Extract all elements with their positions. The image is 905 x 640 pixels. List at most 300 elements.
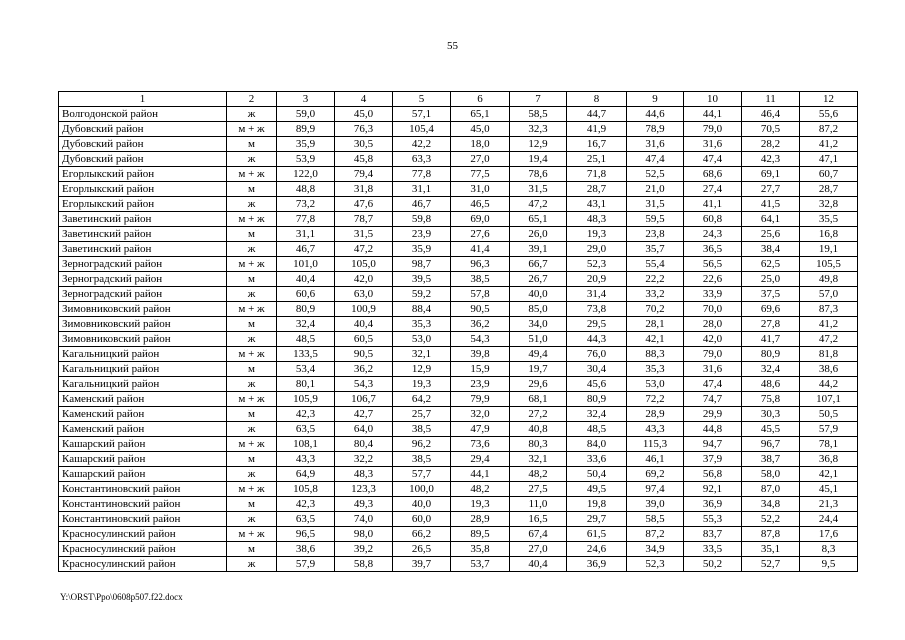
- district-name-cell: Кашарский район: [59, 452, 227, 467]
- value-cell: 43,1: [567, 197, 627, 212]
- district-name-cell: Красносулинский район: [59, 557, 227, 572]
- value-cell: 57,9: [800, 422, 858, 437]
- value-cell: 40,4: [277, 272, 335, 287]
- sex-cell: ж: [227, 467, 277, 482]
- value-cell: 73,8: [567, 302, 627, 317]
- value-cell: 66,7: [510, 257, 567, 272]
- value-cell: 76,0: [567, 347, 627, 362]
- value-cell: 106,7: [335, 392, 393, 407]
- value-cell: 78,9: [627, 122, 684, 137]
- sex-cell: ж: [227, 197, 277, 212]
- value-cell: 35,9: [277, 137, 335, 152]
- value-cell: 28,7: [567, 182, 627, 197]
- value-cell: 96,5: [277, 527, 335, 542]
- value-cell: 42,0: [335, 272, 393, 287]
- column-header: 5: [393, 92, 451, 107]
- table-row: [59, 512, 858, 527]
- value-cell: 55,6: [800, 107, 858, 122]
- value-cell: 50,2: [684, 557, 742, 572]
- value-cell: 100,9: [335, 302, 393, 317]
- sex-cell: м: [227, 407, 277, 422]
- value-cell: 68,1: [510, 392, 567, 407]
- value-cell: 98,0: [335, 527, 393, 542]
- value-cell: 87,2: [800, 122, 858, 137]
- value-cell: 89,9: [277, 122, 335, 137]
- value-cell: 39,5: [393, 272, 451, 287]
- value-cell: 80,4: [335, 437, 393, 452]
- value-cell: 24,6: [567, 542, 627, 557]
- value-cell: 31,1: [277, 227, 335, 242]
- value-cell: 36,5: [684, 242, 742, 257]
- value-cell: 38,4: [742, 242, 800, 257]
- value-cell: 73,2: [277, 197, 335, 212]
- value-cell: 48,2: [510, 467, 567, 482]
- value-cell: 36,2: [335, 362, 393, 377]
- value-cell: 28,7: [800, 182, 858, 197]
- value-cell: 80,9: [277, 302, 335, 317]
- value-cell: 27,0: [510, 542, 567, 557]
- value-cell: 70,5: [742, 122, 800, 137]
- value-cell: 58,0: [742, 467, 800, 482]
- table-row: [59, 152, 858, 167]
- value-cell: 26,0: [510, 227, 567, 242]
- value-cell: 100,0: [393, 482, 451, 497]
- value-cell: 57,8: [451, 287, 510, 302]
- value-cell: 85,0: [510, 302, 567, 317]
- district-name-cell: Зимовниковский район: [59, 302, 227, 317]
- value-cell: 101,0: [277, 257, 335, 272]
- value-cell: 80,3: [510, 437, 567, 452]
- value-cell: 29,6: [510, 377, 567, 392]
- table-row: [59, 197, 858, 212]
- value-cell: 40,4: [510, 557, 567, 572]
- value-cell: 33,5: [684, 542, 742, 557]
- value-cell: 105,4: [393, 122, 451, 137]
- table-row: [59, 287, 858, 302]
- sex-cell: м: [227, 317, 277, 332]
- value-cell: 46,1: [627, 452, 684, 467]
- value-cell: 60,6: [277, 287, 335, 302]
- sex-cell: м: [227, 452, 277, 467]
- table-row: [59, 212, 858, 227]
- table-row: [59, 257, 858, 272]
- value-cell: 19,3: [567, 227, 627, 242]
- value-cell: 45,5: [742, 422, 800, 437]
- value-cell: 88,3: [627, 347, 684, 362]
- value-cell: 27,2: [510, 407, 567, 422]
- table-row: [59, 302, 858, 317]
- value-cell: 79,9: [451, 392, 510, 407]
- value-cell: 133,5: [277, 347, 335, 362]
- district-name-cell: Кашарский район: [59, 467, 227, 482]
- value-cell: 35,9: [393, 242, 451, 257]
- value-cell: 43,3: [277, 452, 335, 467]
- table-row: [59, 542, 858, 557]
- sex-cell: м + ж: [227, 122, 277, 137]
- value-cell: 32,1: [393, 347, 451, 362]
- value-cell: 88,4: [393, 302, 451, 317]
- value-cell: 39,8: [451, 347, 510, 362]
- value-cell: 76,3: [335, 122, 393, 137]
- value-cell: 48,5: [277, 332, 335, 347]
- district-name-cell: Егорлыкский район: [59, 167, 227, 182]
- district-name-cell: Константиновский район: [59, 482, 227, 497]
- value-cell: 27,6: [451, 227, 510, 242]
- value-cell: 80,9: [567, 392, 627, 407]
- value-cell: 90,5: [335, 347, 393, 362]
- value-cell: 32,8: [800, 197, 858, 212]
- value-cell: 62,5: [742, 257, 800, 272]
- table-row: [59, 182, 858, 197]
- value-cell: 52,2: [742, 512, 800, 527]
- value-cell: 52,3: [567, 257, 627, 272]
- value-cell: 105,8: [277, 482, 335, 497]
- value-cell: 65,1: [510, 212, 567, 227]
- value-cell: 105,0: [335, 257, 393, 272]
- value-cell: 56,8: [684, 467, 742, 482]
- value-cell: 48,6: [742, 377, 800, 392]
- district-name-cell: Кагальницкий район: [59, 347, 227, 362]
- district-name-cell: Зерноградский район: [59, 272, 227, 287]
- value-cell: 19,3: [393, 377, 451, 392]
- value-cell: 68,6: [684, 167, 742, 182]
- value-cell: 50,4: [567, 467, 627, 482]
- value-cell: 31,1: [393, 182, 451, 197]
- value-cell: 44,2: [800, 377, 858, 392]
- value-cell: 105,9: [277, 392, 335, 407]
- value-cell: 33,9: [684, 287, 742, 302]
- value-cell: 42,1: [800, 467, 858, 482]
- value-cell: 33,2: [627, 287, 684, 302]
- value-cell: 87,3: [800, 302, 858, 317]
- value-cell: 35,3: [627, 362, 684, 377]
- value-cell: 32,0: [451, 407, 510, 422]
- column-header: 12: [800, 92, 858, 107]
- sex-cell: м + ж: [227, 212, 277, 227]
- value-cell: 53,4: [277, 362, 335, 377]
- sex-cell: м + ж: [227, 167, 277, 182]
- value-cell: 41,2: [800, 137, 858, 152]
- value-cell: 27,5: [510, 482, 567, 497]
- value-cell: 79,4: [335, 167, 393, 182]
- table-row: [59, 467, 858, 482]
- value-cell: 58,5: [510, 107, 567, 122]
- value-cell: 16,8: [800, 227, 858, 242]
- value-cell: 89,5: [451, 527, 510, 542]
- value-cell: 31,5: [335, 227, 393, 242]
- value-cell: 47,9: [451, 422, 510, 437]
- sex-cell: ж: [227, 242, 277, 257]
- table-row: [59, 422, 858, 437]
- value-cell: 42,1: [627, 332, 684, 347]
- table-row: [59, 557, 858, 572]
- value-cell: 44,1: [684, 107, 742, 122]
- value-cell: 28,1: [627, 317, 684, 332]
- value-cell: 37,9: [684, 452, 742, 467]
- value-cell: 53,9: [277, 152, 335, 167]
- value-cell: 29,7: [567, 512, 627, 527]
- value-cell: 78,6: [510, 167, 567, 182]
- value-cell: 41,2: [800, 317, 858, 332]
- value-cell: 73,6: [451, 437, 510, 452]
- value-cell: 38,7: [742, 452, 800, 467]
- value-cell: 44,6: [627, 107, 684, 122]
- value-cell: 51,0: [510, 332, 567, 347]
- value-cell: 59,2: [393, 287, 451, 302]
- value-cell: 39,2: [335, 542, 393, 557]
- value-cell: 47,4: [684, 152, 742, 167]
- value-cell: 96,3: [451, 257, 510, 272]
- value-cell: 35,3: [393, 317, 451, 332]
- file-path: Y:\ORST\Ppo\0608p507.f22.docx: [60, 592, 183, 602]
- value-cell: 36,9: [567, 557, 627, 572]
- district-name-cell: Зимовниковский район: [59, 332, 227, 347]
- value-cell: 64,0: [335, 422, 393, 437]
- value-cell: 77,8: [277, 212, 335, 227]
- table-row: [59, 317, 858, 332]
- value-cell: 77,8: [393, 167, 451, 182]
- district-name-cell: Каменский район: [59, 392, 227, 407]
- value-cell: 84,0: [567, 437, 627, 452]
- value-cell: 47,4: [684, 377, 742, 392]
- value-cell: 47,2: [510, 197, 567, 212]
- value-cell: 32,4: [567, 407, 627, 422]
- value-cell: 11,0: [510, 497, 567, 512]
- value-cell: 22,2: [627, 272, 684, 287]
- table-row: [59, 497, 858, 512]
- value-cell: 36,9: [684, 497, 742, 512]
- value-cell: 47,2: [335, 242, 393, 257]
- value-cell: 44,8: [684, 422, 742, 437]
- value-cell: 30,4: [567, 362, 627, 377]
- column-header: 11: [742, 92, 800, 107]
- value-cell: 78,7: [335, 212, 393, 227]
- data-table: [58, 91, 858, 572]
- value-cell: 52,3: [627, 557, 684, 572]
- value-cell: 19,4: [510, 152, 567, 167]
- table-row: [59, 377, 858, 392]
- value-cell: 31,5: [510, 182, 567, 197]
- value-cell: 60,7: [800, 167, 858, 182]
- district-name-cell: Красносулинский район: [59, 542, 227, 557]
- value-cell: 64,9: [277, 467, 335, 482]
- value-cell: 90,5: [451, 302, 510, 317]
- value-cell: 29,4: [451, 452, 510, 467]
- value-cell: 45,1: [800, 482, 858, 497]
- value-cell: 27,7: [742, 182, 800, 197]
- value-cell: 22,6: [684, 272, 742, 287]
- value-cell: 35,8: [451, 542, 510, 557]
- district-name-cell: Егорлыкский район: [59, 197, 227, 212]
- sex-cell: м: [227, 542, 277, 557]
- value-cell: 23,8: [627, 227, 684, 242]
- sex-cell: м + ж: [227, 527, 277, 542]
- value-cell: 47,1: [800, 152, 858, 167]
- page-number: 55: [447, 40, 458, 52]
- value-cell: 58,5: [627, 512, 684, 527]
- value-cell: 92,1: [684, 482, 742, 497]
- value-cell: 40,0: [393, 497, 451, 512]
- sex-cell: м + ж: [227, 347, 277, 362]
- district-name-cell: Зерноградский район: [59, 257, 227, 272]
- value-cell: 80,1: [277, 377, 335, 392]
- value-cell: 59,0: [277, 107, 335, 122]
- value-cell: 29,0: [567, 242, 627, 257]
- value-cell: 52,5: [627, 167, 684, 182]
- value-cell: 105,5: [800, 257, 858, 272]
- sex-cell: ж: [227, 332, 277, 347]
- value-cell: 98,7: [393, 257, 451, 272]
- value-cell: 38,5: [451, 272, 510, 287]
- value-cell: 70,2: [627, 302, 684, 317]
- value-cell: 42,0: [684, 332, 742, 347]
- value-cell: 25,1: [567, 152, 627, 167]
- value-cell: 9,5: [800, 557, 858, 572]
- value-cell: 53,0: [627, 377, 684, 392]
- value-cell: 80,9: [742, 347, 800, 362]
- value-cell: 28,2: [742, 137, 800, 152]
- value-cell: 30,3: [742, 407, 800, 422]
- sex-cell: м: [227, 137, 277, 152]
- table-row: [59, 272, 858, 287]
- value-cell: 25,7: [393, 407, 451, 422]
- value-cell: 63,5: [277, 422, 335, 437]
- column-header: 1: [59, 92, 227, 107]
- value-cell: 30,5: [335, 137, 393, 152]
- value-cell: 56,5: [684, 257, 742, 272]
- sex-cell: м + ж: [227, 482, 277, 497]
- value-cell: 38,5: [393, 452, 451, 467]
- value-cell: 39,1: [510, 242, 567, 257]
- value-cell: 72,2: [627, 392, 684, 407]
- value-cell: 38,5: [393, 422, 451, 437]
- value-cell: 52,7: [742, 557, 800, 572]
- column-header: 8: [567, 92, 627, 107]
- value-cell: 63,3: [393, 152, 451, 167]
- value-cell: 47,6: [335, 197, 393, 212]
- value-cell: 31,6: [627, 137, 684, 152]
- value-cell: 28,9: [627, 407, 684, 422]
- district-name-cell: Кашарский район: [59, 437, 227, 452]
- value-cell: 69,2: [627, 467, 684, 482]
- value-cell: 24,4: [800, 512, 858, 527]
- value-cell: 97,4: [627, 482, 684, 497]
- district-name-cell: Кагальницкий район: [59, 377, 227, 392]
- sex-cell: м: [227, 227, 277, 242]
- table-row: [59, 527, 858, 542]
- column-header: 9: [627, 92, 684, 107]
- value-cell: 41,5: [742, 197, 800, 212]
- value-cell: 33,6: [567, 452, 627, 467]
- table-row: [59, 482, 858, 497]
- value-cell: 63,0: [335, 287, 393, 302]
- sex-cell: ж: [227, 377, 277, 392]
- value-cell: 41,7: [742, 332, 800, 347]
- value-cell: 20,9: [567, 272, 627, 287]
- value-cell: 55,4: [627, 257, 684, 272]
- district-name-cell: Волгодонской район: [59, 107, 227, 122]
- value-cell: 41,1: [684, 197, 742, 212]
- value-cell: 34,0: [510, 317, 567, 332]
- value-cell: 29,5: [567, 317, 627, 332]
- table-row: [59, 347, 858, 362]
- district-name-cell: Каменский район: [59, 407, 227, 422]
- district-name-cell: Зерноградский район: [59, 287, 227, 302]
- value-cell: 34,9: [627, 542, 684, 557]
- value-cell: 24,3: [684, 227, 742, 242]
- district-name-cell: Константиновский район: [59, 512, 227, 527]
- table-row: [59, 122, 858, 137]
- value-cell: 31,8: [335, 182, 393, 197]
- value-cell: 32,2: [335, 452, 393, 467]
- table-row: [59, 392, 858, 407]
- value-cell: 19,3: [451, 497, 510, 512]
- value-cell: 35,1: [742, 542, 800, 557]
- value-cell: 32,4: [742, 362, 800, 377]
- column-header: 10: [684, 92, 742, 107]
- sex-cell: ж: [227, 152, 277, 167]
- value-cell: 96,2: [393, 437, 451, 452]
- district-name-cell: Егорлыкский район: [59, 182, 227, 197]
- value-cell: 78,1: [800, 437, 858, 452]
- value-cell: 25,6: [742, 227, 800, 242]
- value-cell: 57,0: [800, 287, 858, 302]
- value-cell: 18,0: [451, 137, 510, 152]
- district-name-cell: Зимовниковский район: [59, 317, 227, 332]
- district-name-cell: Константиновский район: [59, 497, 227, 512]
- value-cell: 79,0: [684, 122, 742, 137]
- value-cell: 83,7: [684, 527, 742, 542]
- value-cell: 60,8: [684, 212, 742, 227]
- value-cell: 49,8: [800, 272, 858, 287]
- value-cell: 65,1: [451, 107, 510, 122]
- value-cell: 77,5: [451, 167, 510, 182]
- value-cell: 16,5: [510, 512, 567, 527]
- value-cell: 27,0: [451, 152, 510, 167]
- value-cell: 64,1: [742, 212, 800, 227]
- value-cell: 67,4: [510, 527, 567, 542]
- table-row: [59, 407, 858, 422]
- value-cell: 43,3: [627, 422, 684, 437]
- value-cell: 87,0: [742, 482, 800, 497]
- sex-cell: м + ж: [227, 257, 277, 272]
- value-cell: 21,3: [800, 497, 858, 512]
- value-cell: 45,6: [567, 377, 627, 392]
- value-cell: 54,3: [451, 332, 510, 347]
- value-cell: 26,5: [393, 542, 451, 557]
- value-cell: 58,8: [335, 557, 393, 572]
- value-cell: 44,1: [451, 467, 510, 482]
- value-cell: 54,3: [335, 377, 393, 392]
- value-cell: 49,5: [567, 482, 627, 497]
- value-cell: 61,5: [567, 527, 627, 542]
- value-cell: 69,1: [742, 167, 800, 182]
- value-cell: 75,8: [742, 392, 800, 407]
- value-cell: 60,0: [393, 512, 451, 527]
- value-cell: 45,0: [451, 122, 510, 137]
- value-cell: 21,0: [627, 182, 684, 197]
- district-name-cell: Красносулинский район: [59, 527, 227, 542]
- value-cell: 16,7: [567, 137, 627, 152]
- value-cell: 34,8: [742, 497, 800, 512]
- value-cell: 69,0: [451, 212, 510, 227]
- value-cell: 42,2: [393, 137, 451, 152]
- sex-cell: ж: [227, 512, 277, 527]
- value-cell: 53,7: [451, 557, 510, 572]
- table-row: [59, 107, 858, 122]
- value-cell: 19,8: [567, 497, 627, 512]
- value-cell: 48,8: [277, 182, 335, 197]
